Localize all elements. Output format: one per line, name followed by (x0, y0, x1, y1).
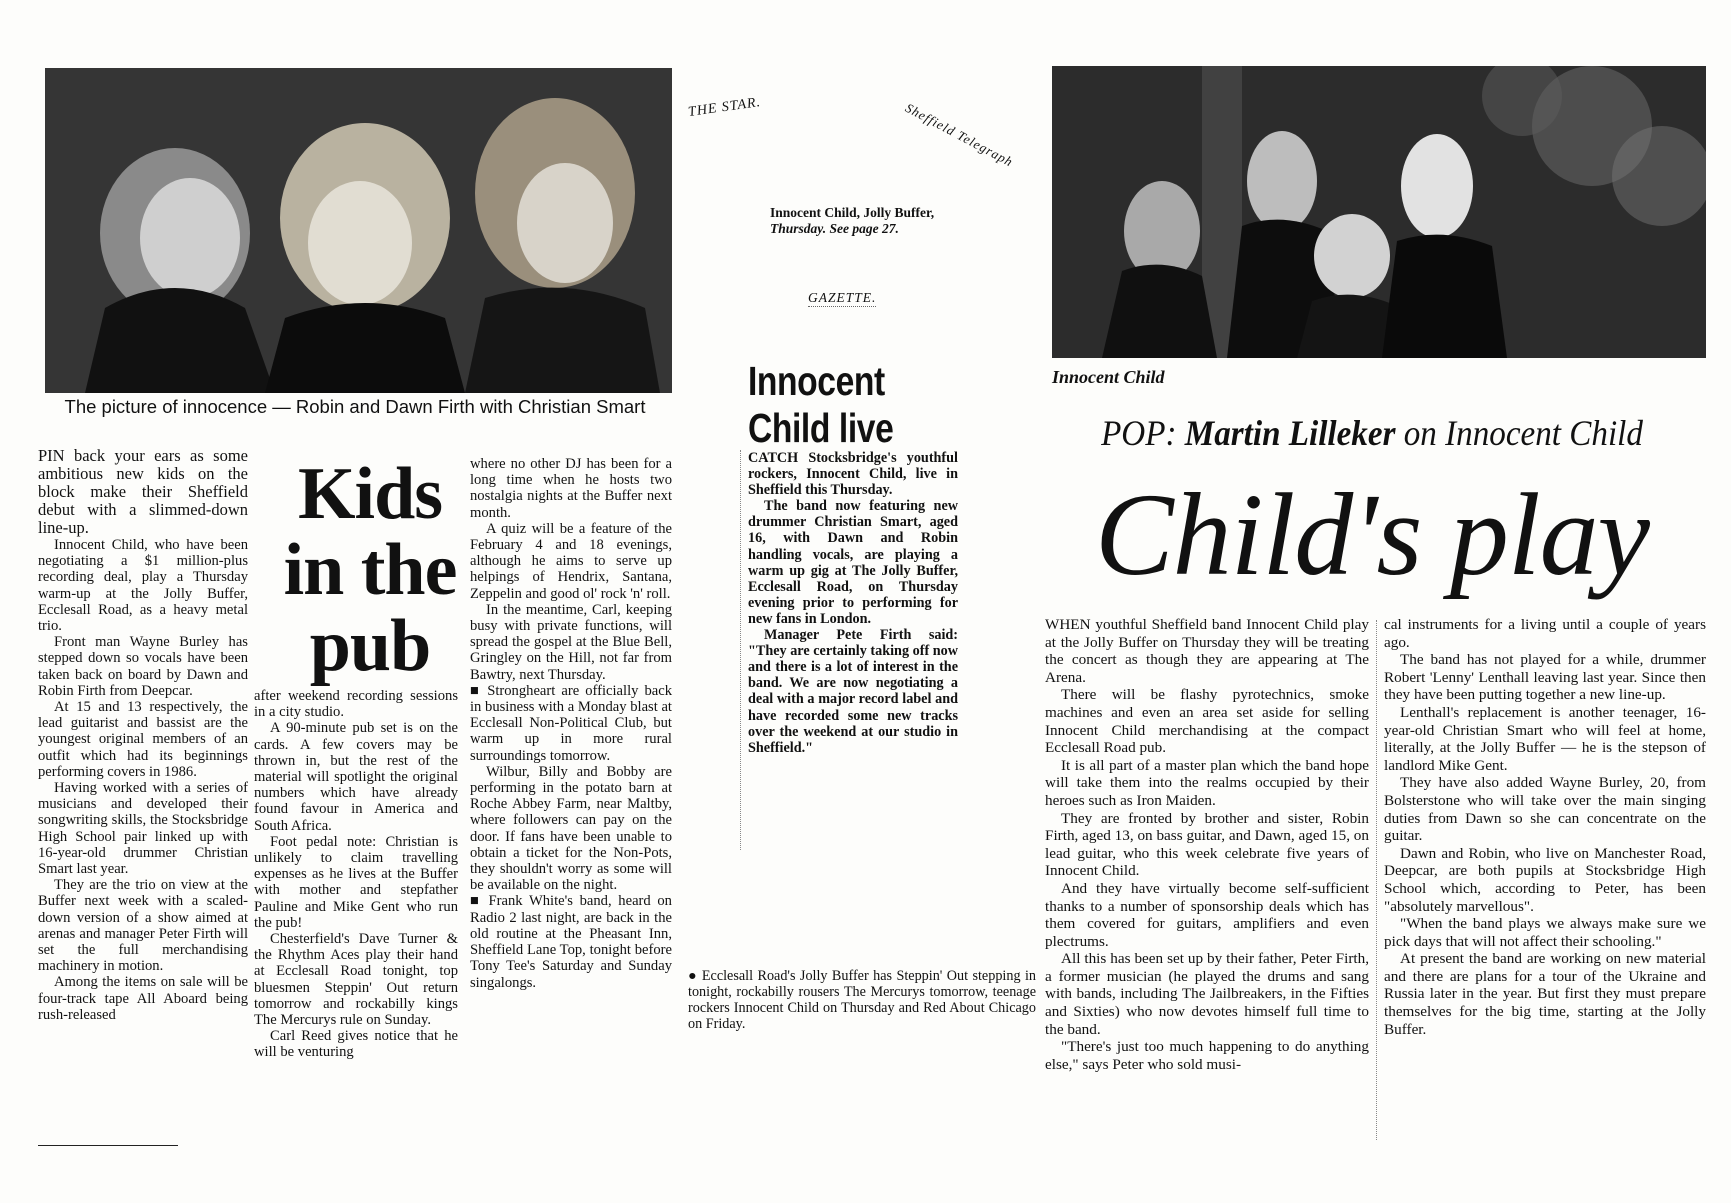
star-listing-note (770, 205, 980, 237)
paragraph: Carl Reed gives notice that he will be venturing (254, 1028, 458, 1061)
paragraph: They are fronted by brother and sister, Robin Firth, aged 13, on bass guitar, and Dawn, aged 15, on lead guitar, who this week celebrate five years of Innocent Child. (1045, 809, 1369, 880)
paragraph: It is all part of a master plan which the band hope will take them into the realms occupied by their heroes such as Iron Maiden. (1045, 756, 1369, 809)
paragraph: A quiz will be a feature of the February 4 and 18 evenings, although he aims to serve up helpings of Hendrix, Santana, Zeppelin and good ol' rock 'n' roll. (470, 520, 672, 602)
paragraph: where no other DJ has been for a long time when he hosts two nostalgia nights at the Buffer next month. (470, 456, 672, 521)
paragraph: They have also added Wayne Burley, 20, from Bolsterstone who will take over the main singing duties from Dawn so she can concentrate on the guitar. (1384, 774, 1706, 845)
paragraph: At present the band are working on new material and there are plans for a tour of the Ukraine and Russia later in the year. But first they must prepare themselves for the big time, starting at the Jolly Buffer. (1384, 950, 1706, 1038)
paragraph: The band now featuring new drummer Christian Smart, aged 16, with Dawn and Robin handling vocals, are playing a warm up gig at The Jolly Buffer, Ecclesall Road, on Thursday evening prior to performing for new fans in London. (748, 498, 958, 627)
the-star-label: THE STAR. (687, 94, 762, 121)
pop-standfirst (1073, 413, 1671, 453)
star-note-line-2: Thursday. See page 27. (770, 221, 899, 236)
right-article-column-2 (1384, 616, 1706, 1038)
band-photo-right (1052, 66, 1706, 358)
left-article-column-3 (470, 456, 672, 991)
paragraph: "When the band plays we always make sure we pick days that will not affect their schooling." (1384, 915, 1706, 950)
headline-kids-in-the-pub: Kids in the pub (283, 453, 457, 687)
paragraph: CATCH Stocksbridge's youthful rockers, Innocent Child, live in Sheffield this Thursday. (748, 450, 958, 499)
column-divider (1376, 620, 1377, 1140)
paragraph: Manager Pete Firth said: "They are certainly taking off now and there is a lot of interest in the band. We are now negotiating a deal with a major record label and have recorded some new tracks over the weekend at our studio in Sheffield." (748, 627, 958, 756)
paragraph: And they have virtually become self-sufficient thanks to a number of sponsorship deals which has them covered for guitars, amplifiers and even plectrums. (1045, 879, 1369, 950)
note-text: Ecclesall Road's Jolly Buffer has Steppin' Out stepping in tonight, rockabilly rousers The Mercurys tomorrow, teenage rockers Innocent Child on Thursday and Red About Chicago on Friday. (688, 968, 1036, 1032)
gazette-label: GAZETTE. (808, 290, 877, 305)
jolly-buffer-note (688, 968, 1036, 1032)
paragraph: There will be flashy pyrotechnics, smoke machines and even an area set aside for selling Innocent Child merchandising at the compact Ecclesall Road pub. (1045, 686, 1369, 757)
right-article-column-1 (1045, 616, 1369, 1073)
paragraph: Wilbur, Billy and Bobby are performing in the potato barn at Roche Abbey Farm, near Maltby, where followers can pay on the door. If fans have been unable to obtain a ticket for the Non-Pots, they shouldn't worry as some will be available on the night. (470, 763, 672, 894)
left-article-column-1 (38, 447, 248, 1023)
paragraph: Having worked with a series of musicians and developed their songwriting skills, the Stocksbridge High School pair linked up with 16-year-old drummer Christian Smart last year. (38, 780, 248, 878)
paragraph: Among the items on sale will be four-track tape All Aboard being rush-released (38, 974, 248, 1023)
paragraph: The band has not played for a while, drummer Robert 'Lenny' Lenthall leaving last year. Since then they have been putting together a new line-up. (1384, 651, 1706, 704)
bottom-rule (38, 1145, 178, 1146)
paragraph: WHEN youthful Sheffield band Innocent Child play at the Jolly Buffer on Thursday they will be treating the concert as though they are appearing at The Arena. (1045, 616, 1369, 686)
right-photo-label: Innocent Child (1052, 367, 1165, 387)
paragraph: cal instruments for a living until a couple of years ago. (1384, 616, 1706, 651)
paragraph: PIN back your ears as some ambitious new kids on the block make their Sheffield debut with a slimmed-down line-up. (38, 446, 248, 537)
sheffield-telegraph-label: Sheffield Telegraph (902, 100, 1016, 170)
paragraph: ■ Frank White's band, heard on Radio 2 last night, are back in the old routine at the Pheasant Inn, Sheffield Lane Top, tonight before Tony Tee's Saturday and Sunday singalongs. (470, 893, 672, 990)
bullet-dot: ● (688, 968, 702, 984)
paragraph: Innocent Child, who have been negotiating a $1 million-plus recording deal, play a Thursday warm-up at the Jolly Buffer, Ecclesall Road, as a heavy metal trio. (38, 537, 248, 635)
column-divider (740, 450, 741, 850)
paragraph: after weekend recording sessions in a city studio. (254, 688, 458, 721)
paragraph (688, 968, 1036, 1032)
paragraph: Dawn and Robin, who live on Manchester Road, Deepcar, are both pupils at Stocksbridge High School which, according to Peter, has been "absolutely marvellous". (1384, 844, 1706, 915)
paragraph: Chesterfield's Dave Turner & the Rhythm Aces play their hand at Ecclesall Road tonight, top bluesmen Steppin' Out return tomorrow and rockabilly kings The Mercurys rule on Sunday. (254, 931, 458, 1029)
gazette-article-body (748, 450, 958, 756)
left-photo-caption: The picture of innocence — Robin and Dawn Firth with Christian Smart (64, 396, 646, 417)
gazette-headline-innocent-child-live: Innocent Child live (748, 358, 894, 451)
paragraph: ■ Strongheart are officially back in business with a Monday blast at Ecclesall Non-Political Club, but warm up in more rural surroundings tomorrow. (470, 683, 672, 764)
paragraph: At 15 and 13 respectively, the lead guitarist and bassist are the youngest original members of an outfit which had its beginnings performing covers in 1986. (38, 699, 248, 780)
star-note-line-1: Innocent Child, Jolly Buffer, (770, 205, 935, 220)
standfirst-author: Martin Lilleker (1184, 413, 1396, 453)
left-article-column-2 (254, 688, 458, 1061)
band-photo-left (45, 68, 672, 393)
paragraph: In the meantime, Carl, keeping busy with private functions, will spread the gospel at the Blue Bell, Gringley on the Hill, not far from Bawtry, next Thursday. (470, 601, 672, 683)
paragraph: "There's just too much happening to do anything else," says Peter who sold musi- (1045, 1038, 1369, 1073)
paragraph: A 90-minute pub set is on the cards. A few covers may be thrown in, but the rest of the material will spotlight the original numbers which have already found favour in America and South Africa. (254, 720, 458, 834)
paragraph: Foot pedal note: Christian is unlikely to claim travelling expenses as he lives at the Buffer with mother and stepfather Pauline and Mike Gent who run the pub! (254, 833, 458, 931)
standfirst-suffix: on Innocent Child (1395, 413, 1643, 453)
paragraph: All this has been set up by their father, Peter Firth, a former musician (he played the drums and sang with bands, including The Jailbreakers, in the Fifties and Sixties) who now devotes himself full time to the band. (1045, 950, 1369, 1038)
band-photo-left-image (45, 68, 672, 393)
band-photo-right-image (1052, 66, 1706, 358)
headline-childs-play: Child's play (1094, 469, 1650, 600)
paragraph: Lenthall's replacement is another teenager, 16-year-old Christian Smart who will feel at home, literally, at the Jolly Buffer — he is the stepson of landlord Mike Gent. (1384, 703, 1706, 774)
paragraph: Front man Wayne Burley has stepped down so vocals have been taken back on board by Dawn and Robin Firth from Deepcar. (38, 634, 248, 699)
standfirst-prefix: POP: (1101, 413, 1185, 453)
paragraph: They are the trio on view at the Buffer next week with a scaled-down version of a show aimed at arenas and manager Peter Firth will set the full merchandising machinery in motion. (38, 877, 248, 975)
